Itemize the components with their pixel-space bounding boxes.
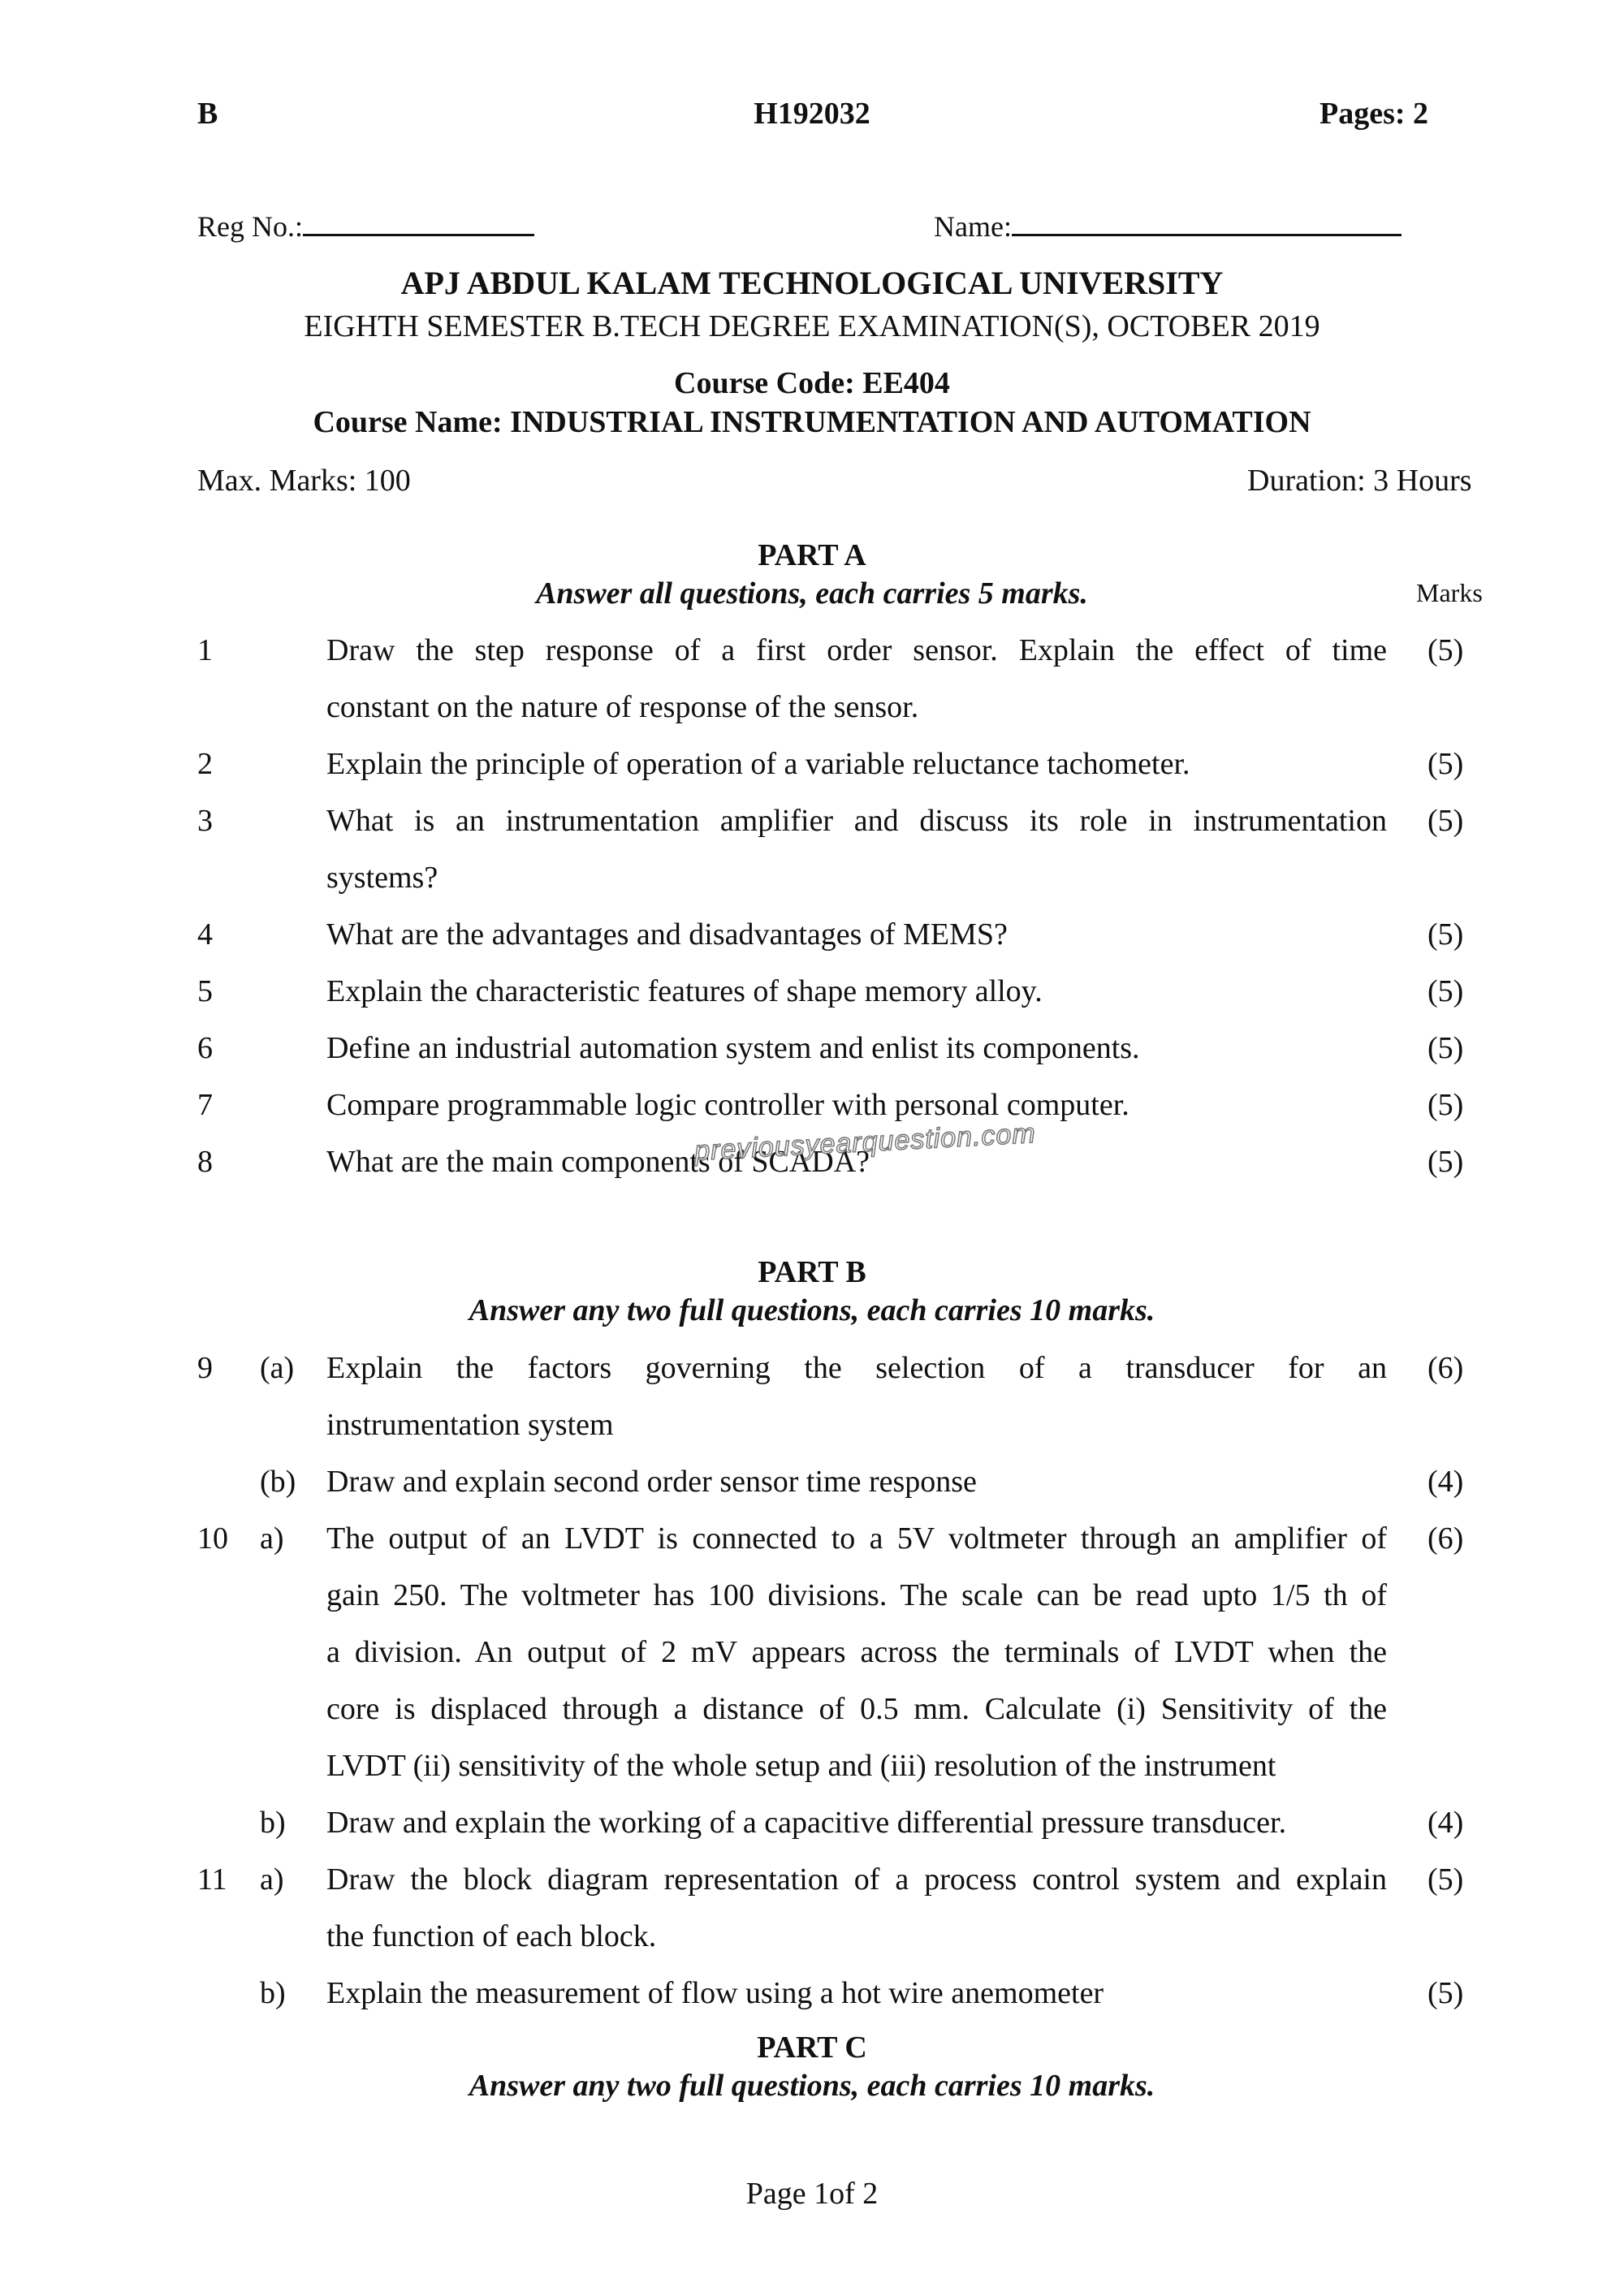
question-number: 5 xyxy=(197,974,213,1008)
question-number: 8 xyxy=(197,1145,213,1179)
question-marks: (5) xyxy=(1427,804,1464,838)
question-marks: (6) xyxy=(1427,1351,1464,1385)
question-text-line: Draw the step response of a first order sensor. Explain the effect of time xyxy=(326,633,1387,667)
question-marks: (5) xyxy=(1427,633,1464,667)
watermark-logo: previousyearquestion.com xyxy=(693,1118,1037,1167)
part-c-instruction: Answer any two full questions, each carries 10 marks. xyxy=(469,2069,1155,2103)
question-number: 6 xyxy=(197,1031,213,1065)
question-text-line: Explain the characteristic features of shape memory alloy. xyxy=(326,974,1043,1008)
question-marks: (4) xyxy=(1427,1806,1464,1840)
course-code: Course Code: EE404 xyxy=(674,366,950,400)
marks-column-label: Marks xyxy=(1416,578,1483,607)
question-text-line: Explain the principle of operation of a variable reluctance tachometer. xyxy=(326,747,1190,781)
question-number: 10 xyxy=(197,1521,228,1556)
question-text-line: Draw the block diagram representation of a process control system and explain xyxy=(326,1862,1387,1897)
question-marks: (5) xyxy=(1427,974,1464,1008)
question-text-line: What is an instrumentation amplifier and discuss its role in instrumentation xyxy=(326,804,1387,838)
question-text-line: Draw and explain second order sensor time response xyxy=(326,1465,977,1499)
part-b-heading: PART B xyxy=(758,1255,866,1289)
question-text-line: Explain the factors governing the selection of a transducer for an xyxy=(326,1351,1387,1385)
question-text-line: gain 250. The voltmeter has 100 divisions. The scale can be read upto 1/5 th of xyxy=(326,1578,1387,1612)
part-b-instruction: Answer any two full questions, each carries 10 marks. xyxy=(469,1293,1155,1327)
series-code: B xyxy=(197,97,218,131)
question-text-line: instrumentation system xyxy=(326,1408,614,1442)
question-text-line: core is displaced through a distance of 0.5 mm. Calculate (i) Sensitivity of the xyxy=(326,1692,1387,1726)
question-text-line: Compare programmable logic controller with personal computer. xyxy=(326,1088,1129,1122)
question-text-line: a division. An output of 2 mV appears across the terminals of LVDT when the xyxy=(326,1635,1387,1669)
question-number: 4 xyxy=(197,917,213,952)
course-name-label: Course Name: xyxy=(313,405,503,439)
reg-no-blank xyxy=(303,209,534,236)
question-marks: (4) xyxy=(1427,1465,1464,1499)
max-marks: Max. Marks: 100 xyxy=(197,464,411,498)
part-a-heading: PART A xyxy=(758,538,866,572)
question-number: 2 xyxy=(197,747,213,781)
course-name xyxy=(0,404,1624,440)
sub-question-label: a) xyxy=(260,1521,284,1556)
question-marks: (5) xyxy=(1427,1088,1464,1122)
sub-question-label: (b) xyxy=(260,1465,296,1499)
reg-no-field xyxy=(197,209,534,244)
course-name-value: INDUSTRIAL INSTRUMENTATION AND AUTOMATION xyxy=(510,405,1311,439)
question-marks: (5) xyxy=(1427,1145,1464,1179)
question-number: 3 xyxy=(197,804,213,838)
question-text-line: Define an industrial automation system and enlist its components. xyxy=(326,1031,1140,1065)
sub-question-label: b) xyxy=(260,1806,286,1840)
question-text-line: constant on the nature of response of the sensor. xyxy=(326,690,919,724)
name-blank xyxy=(1012,209,1402,236)
question-number: 7 xyxy=(197,1088,213,1122)
question-number: 1 xyxy=(197,633,213,667)
question-text-line: LVDT (ii) sensitivity of the whole setup and (iii) resolution of the instrument xyxy=(326,1749,1276,1783)
name-label: Name: xyxy=(934,210,1012,243)
page-number: Page 1of 2 xyxy=(745,2177,879,2211)
name-field xyxy=(934,209,1402,244)
question-number: 11 xyxy=(197,1862,227,1897)
university-name: APJ ABDUL KALAM TECHNOLOGICAL UNIVERSITY xyxy=(400,265,1224,301)
question-text-line: What are the main components of SCADA? xyxy=(326,1145,870,1179)
sub-question-label: a) xyxy=(260,1862,284,1897)
question-number: 9 xyxy=(197,1351,213,1385)
exam-title: EIGHTH SEMESTER B.TECH DEGREE EXAMINATION(S), OCTOBER 2019 xyxy=(304,309,1320,343)
question-marks: (5) xyxy=(1427,1862,1464,1897)
question-text-line: the function of each block. xyxy=(326,1919,657,1953)
part-c-heading: PART C xyxy=(757,2031,867,2065)
question-text-line: The output of an LVDT is connected to a 5V voltmeter through an amplifier of xyxy=(326,1521,1387,1556)
paper-code: H192032 xyxy=(754,97,870,131)
question-marks: (5) xyxy=(1427,917,1464,952)
question-marks: (5) xyxy=(1427,747,1464,781)
sub-question-label: (a) xyxy=(260,1351,295,1385)
question-marks: (5) xyxy=(1427,1976,1464,2010)
reg-no-label: Reg No.: xyxy=(197,210,303,243)
pages-count: Pages: 2 xyxy=(1320,97,1429,131)
question-text-line: What are the advantages and disadvantages of MEMS? xyxy=(326,917,1008,952)
question-marks: (6) xyxy=(1427,1521,1464,1556)
question-marks: (5) xyxy=(1427,1031,1464,1065)
question-text-line: Explain the measurement of flow using a hot wire anemometer xyxy=(326,1976,1104,2010)
question-text-line: systems? xyxy=(326,861,438,895)
duration: Duration: 3 Hours xyxy=(1247,464,1472,498)
part-a-instruction: Answer all questions, each carries 5 marks. xyxy=(536,576,1088,611)
sub-question-label: b) xyxy=(260,1976,286,2010)
question-text-line: Draw and explain the working of a capacitive differential pressure transducer. xyxy=(326,1806,1287,1840)
